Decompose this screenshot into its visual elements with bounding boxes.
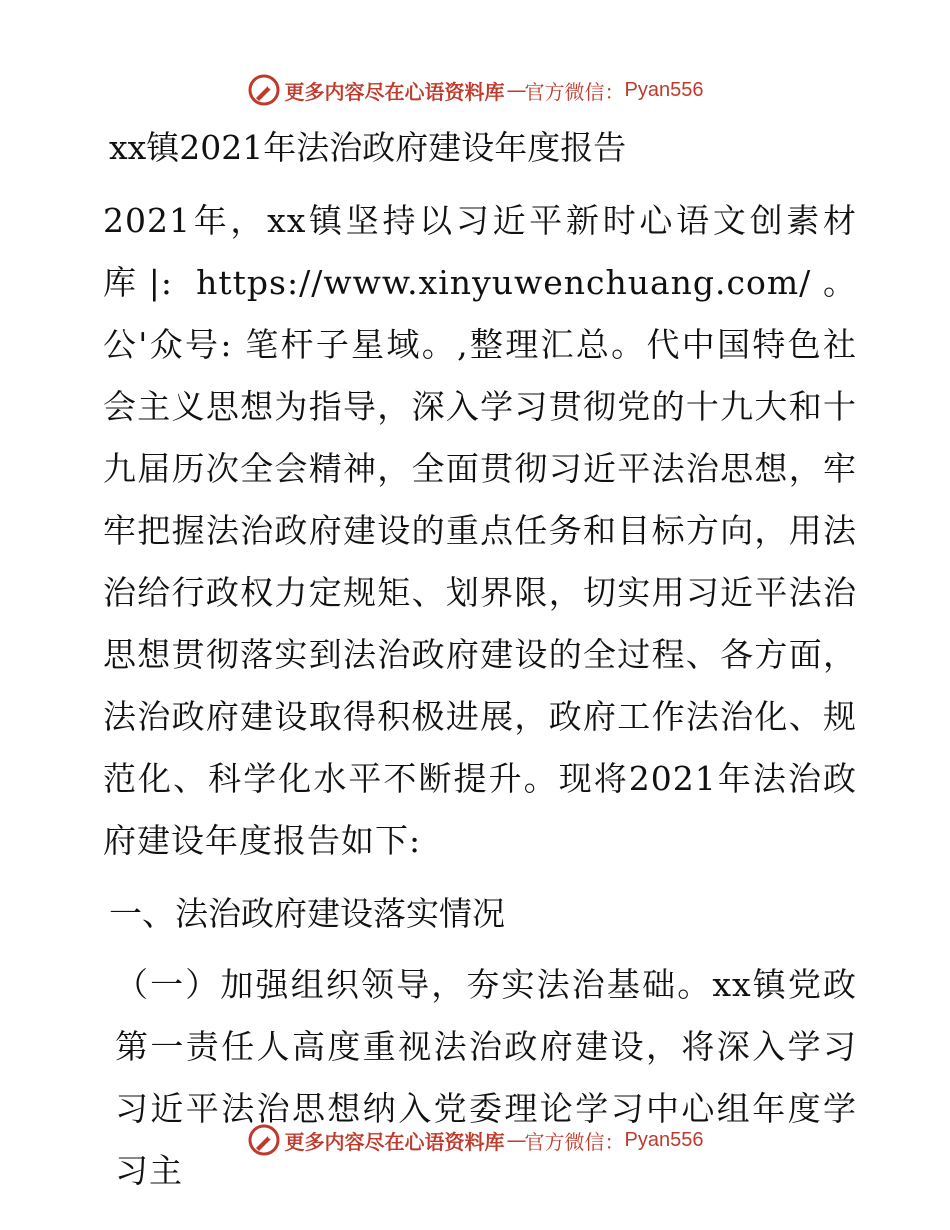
pen-nib-logo-icon (247, 73, 281, 107)
banner-dash: — (506, 78, 523, 102)
section-paragraph: （一）加强组织领导，夯实法治基础。xx镇党政第一责任人高度重视法治政府建设，将深入学习习近平法治思想纳入党委理论学习中心组年度学习主 (115, 965, 857, 1190)
banner-brand-text: 更多内容尽在心语资料库 (284, 1129, 505, 1154)
footer-watermark-banner (0, 1120, 950, 1160)
banner-official-label: 官方微信： (524, 1129, 625, 1154)
document-title: xx镇2021年法治政府建设年度报告 (109, 128, 627, 167)
document-body (97, 118, 857, 1202)
header-watermark-banner (0, 70, 950, 110)
banner-official-label: 官方微信： (524, 79, 625, 104)
banner-dash: — (506, 1128, 523, 1152)
section-heading: 一、法治政府建设落实情况 (109, 894, 505, 933)
intro-paragraph: 2021年，xx镇坚持以习近平新时心语文创素材库|: https://www.xinyuwenchuang.com/。公'众号: 笔杆子星域。,整理汇总。代中国特色社会主义思想为指导，深入学习贯彻党的十九大和十九届历次全会精神，全面贯彻习近平法治思想，牢牢把握法治政府建设的重点任务和目标方向，用法治给行政权力定规矩、划界限，切实用习近平法治思想贯彻落实到法治政府建设的全过程、各方面，法治政府建设取得积极进展，政府工作法治化、规范化、科学化水平不断提升。现将2021年法治政府建设年度报告如下: (103, 201, 857, 860)
banner-wechat-id: Pyan556 (624, 78, 704, 101)
banner-wechat-id: Pyan556 (624, 1128, 704, 1151)
banner-brand-text: 更多内容尽在心语资料库 (284, 79, 505, 104)
pen-nib-logo-icon (247, 1123, 281, 1157)
